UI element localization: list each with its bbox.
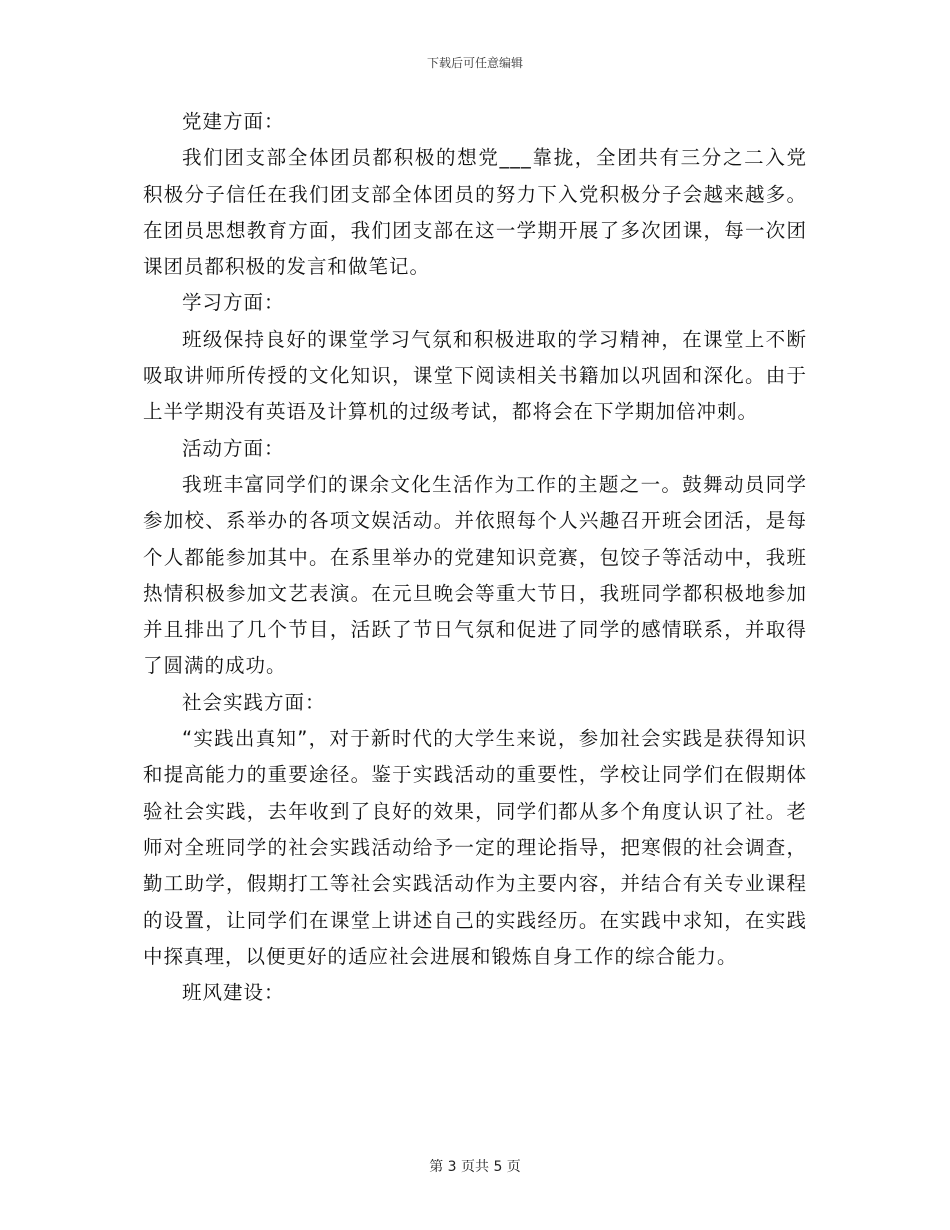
section-heading-class-style: 班风建设： xyxy=(182,981,285,1005)
section-heading-activities: 活动方面： xyxy=(182,436,285,460)
document-body xyxy=(143,104,807,1011)
paragraph-party-building: 我们团支部全体团员都积极的想党___靠拢，全团共有三分之二入党积极分子信任在我们团支部全体团员的努力下入党积极分子会越来越多。在团员思想教育方面，我们团支部在这一学期开展了多次团课，每一次团课团员都积极的发言和做笔记。 xyxy=(143,146,807,279)
paragraph-study: 班级保持良好的课堂学习气氛和积极进取的学习精神，在课堂上不断吸取讲师所传授的文化知识，课堂下阅读相关书籍加以巩固和深化。由于上半学期没有英语及计算机的过级考试，都将会在下学期加倍冲刺。 xyxy=(143,327,807,424)
paragraph-activities: 我班丰富同学们的课余文化生活作为工作的主题之一。鼓舞动员同学参加校、系举办的各项文娱活动。并依照每个人兴趣召开班会团活，是每个人都能参加其中。在系里举办的党建知识竞赛，包饺子等活动中，我班热情积极参加文艺表演。在元旦晚会等重大节日，我班同学都积极地参加并且排出了几个节目，活跃了节日气氛和促进了同学的感情联系，并取得了圆满的成功。 xyxy=(143,472,807,678)
page-header: 下载后可任意编辑 xyxy=(426,56,523,70)
page-footer: 第 3 页共 5 页 xyxy=(429,1159,521,1175)
section-heading-party-building: 党建方面： xyxy=(182,110,285,133)
paragraph-social-practice: “实践出真知”，对于新时代的大学生来说，参加社会实践是获得知识和提高能力的重要途径。鉴于实践活动的重要性，学校让同学们在假期体验社会实践，去年收到了良好的效果，同学们都从多个角度认识了社。老师对全班同学的社会实践活动给予一定的理论指导，把寒假的社会调查，勤工助学，假期打工等社会实践活动作为主要内容，并结合有关专业课程的设置，让同学们在课堂上讲述自己的实践经历。在实践中求知，在实践中探真理，以便更好的适应社会进展和锻炼自身工作的综合能力。 xyxy=(143,727,807,968)
section-heading-social-practice: 社会实践方面： xyxy=(182,690,326,714)
section-heading-study: 学习方面： xyxy=(182,291,285,315)
